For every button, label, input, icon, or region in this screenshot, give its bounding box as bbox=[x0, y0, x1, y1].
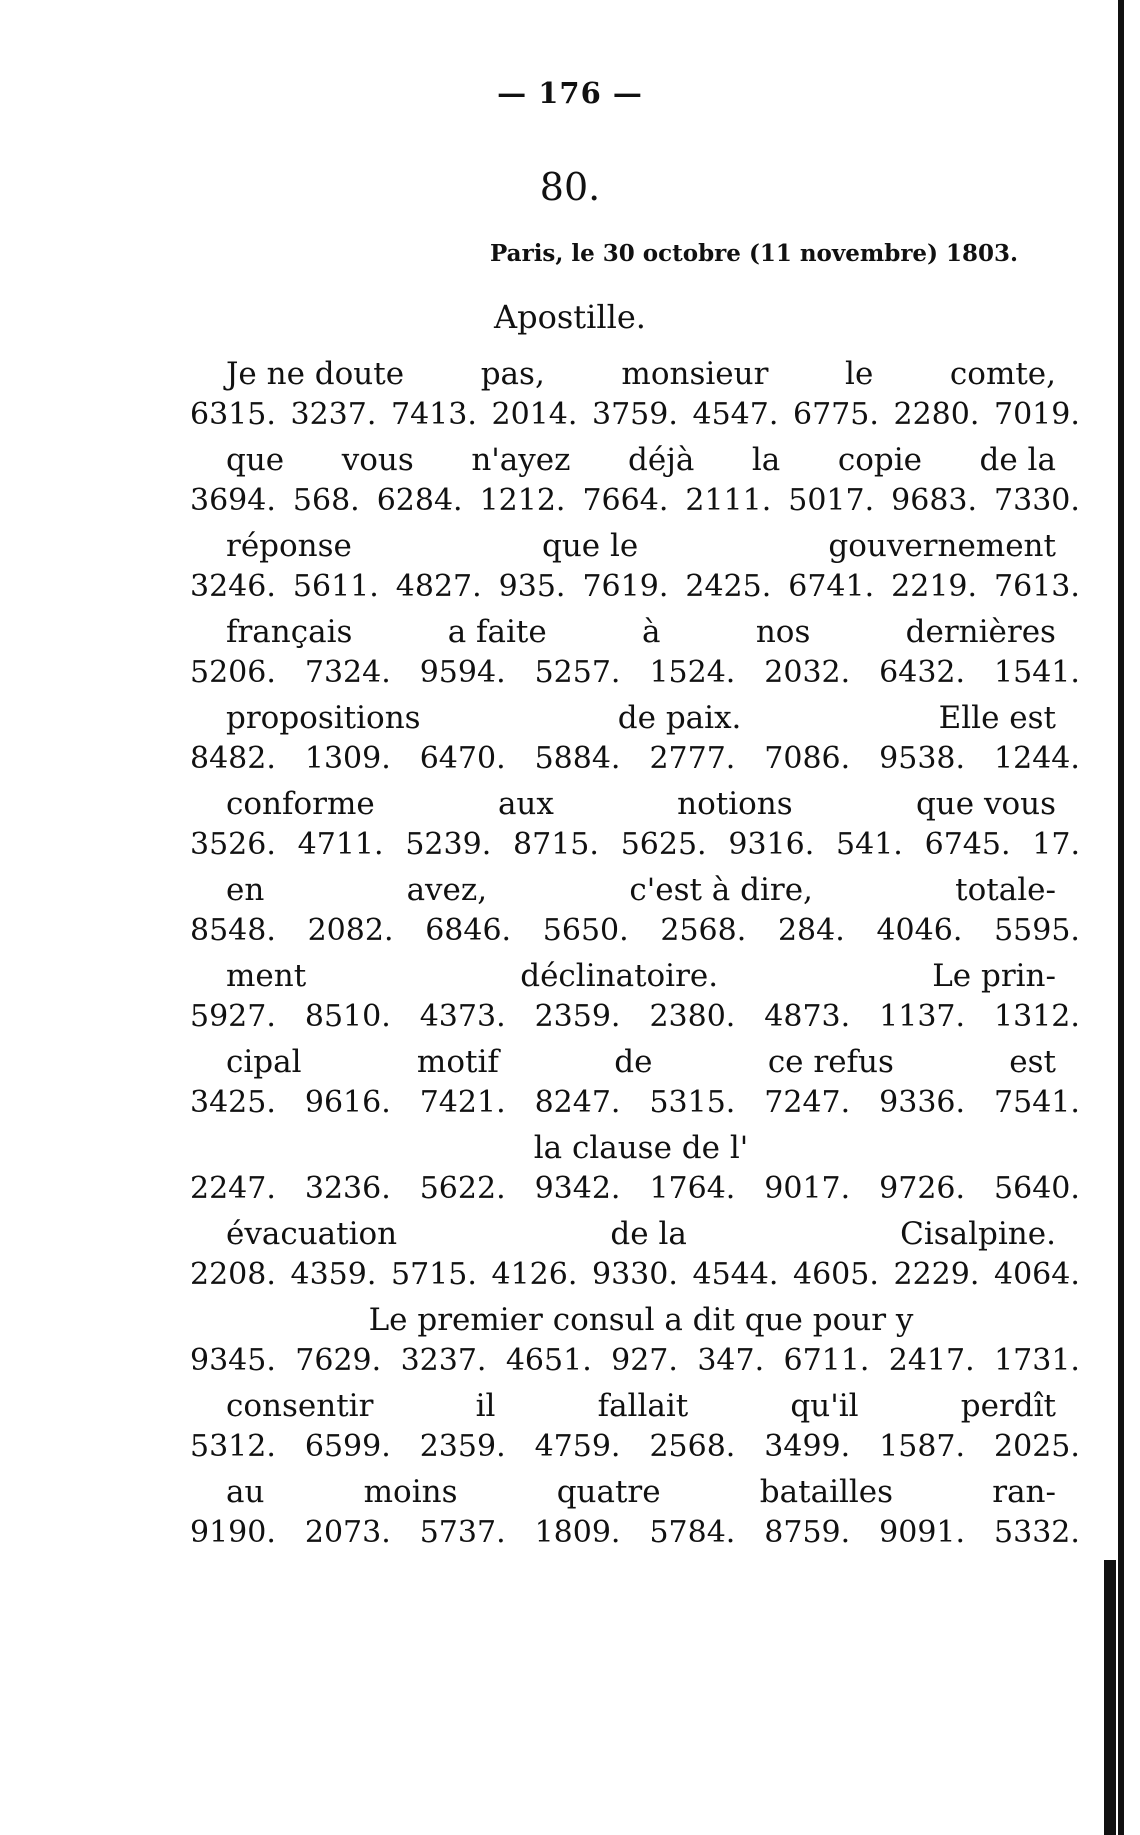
plaintext-word: ran- bbox=[992, 1474, 1056, 1510]
plaintext-word: motif bbox=[416, 1044, 499, 1080]
cipher-code-row bbox=[190, 738, 1080, 780]
cipher-code: 4547. bbox=[692, 397, 779, 432]
plaintext-word: que le bbox=[541, 528, 639, 564]
plaintext-word: gouvernement bbox=[828, 528, 1056, 564]
plaintext-row bbox=[190, 698, 1080, 738]
cipher-code: 1137. bbox=[879, 999, 966, 1034]
cipher-line bbox=[190, 1128, 1080, 1214]
cipher-line bbox=[190, 870, 1080, 956]
cipher-line bbox=[190, 612, 1080, 698]
cipher-code: 6599. bbox=[304, 1429, 391, 1464]
cipher-code: 9316. bbox=[728, 827, 815, 862]
plaintext-word: vous bbox=[341, 442, 414, 478]
cipher-code: 1309. bbox=[304, 741, 391, 776]
plaintext-word: à bbox=[642, 614, 661, 650]
plaintext-word: conforme bbox=[226, 786, 375, 822]
cipher-code: 3499. bbox=[764, 1429, 851, 1464]
cipher-code: 2111. bbox=[685, 483, 772, 518]
cipher-code: 1524. bbox=[649, 655, 736, 690]
cipher-code: 5884. bbox=[534, 741, 621, 776]
cipher-code-row bbox=[190, 1426, 1080, 1468]
cipher-code: 2359. bbox=[419, 1429, 506, 1464]
plaintext-word: il bbox=[475, 1388, 496, 1424]
cipher-code: 4544. bbox=[692, 1257, 779, 1292]
plaintext-word: Le premier consul a dit que pour y bbox=[368, 1302, 914, 1338]
cipher-code: 7247. bbox=[764, 1085, 851, 1120]
cipher-code: 7613. bbox=[994, 569, 1080, 604]
plaintext-word: dernières bbox=[905, 614, 1056, 650]
plaintext-word: copie bbox=[837, 442, 922, 478]
cipher-code: 5650. bbox=[542, 913, 629, 948]
plaintext-row bbox=[190, 1300, 1080, 1340]
cipher-code: 6846. bbox=[425, 913, 512, 948]
cipher-line bbox=[190, 1386, 1080, 1472]
cipher-code: 4605. bbox=[793, 1257, 879, 1292]
cipher-code-row bbox=[190, 566, 1080, 608]
cipher-code: 541. bbox=[836, 827, 903, 862]
plaintext-word: évacuation bbox=[226, 1216, 398, 1252]
cipher-code-row bbox=[190, 1168, 1080, 1210]
cipher-line bbox=[190, 1042, 1080, 1128]
plaintext-word: n'ayez bbox=[471, 442, 571, 478]
cipher-code: 4373. bbox=[419, 999, 506, 1034]
cipher-code: 1212. bbox=[479, 483, 566, 518]
cipher-code: 7086. bbox=[764, 741, 851, 776]
plaintext-word: consentir bbox=[226, 1388, 374, 1424]
plaintext-word: est bbox=[1009, 1044, 1056, 1080]
cipher-code: 5206. bbox=[190, 655, 276, 690]
plaintext-word: Je ne doute bbox=[226, 356, 405, 392]
cipher-code: 7541. bbox=[994, 1085, 1080, 1120]
cipher-code: 1244. bbox=[994, 741, 1080, 776]
cipher-code: 8759. bbox=[764, 1515, 851, 1550]
plaintext-word: fallait bbox=[597, 1388, 689, 1424]
cipher-code: 7413. bbox=[391, 397, 477, 432]
plaintext-word: a faite bbox=[447, 614, 547, 650]
cipher-code: 3759. bbox=[592, 397, 678, 432]
cipher-line bbox=[190, 784, 1080, 870]
plaintext-row bbox=[190, 1128, 1080, 1168]
plaintext-word: de la bbox=[610, 1216, 687, 1252]
plaintext-row bbox=[190, 1214, 1080, 1254]
cipher-code-row bbox=[190, 394, 1080, 436]
cipher-code: 7664. bbox=[582, 483, 669, 518]
cipher-code: 1809. bbox=[534, 1515, 621, 1550]
cipher-code: 3237. bbox=[290, 397, 377, 432]
cipher-code: 9330. bbox=[592, 1257, 678, 1292]
cipher-code: 7629. bbox=[295, 1343, 382, 1378]
cipher-code: 2359. bbox=[534, 999, 621, 1034]
plaintext-word: déclinatoire. bbox=[520, 958, 719, 994]
cipher-code: 6470. bbox=[419, 741, 506, 776]
cipher-code: 3526. bbox=[190, 827, 276, 862]
cipher-code: 4711. bbox=[297, 827, 384, 862]
plaintext-word: totale- bbox=[955, 872, 1056, 908]
cipher-code: 6432. bbox=[879, 655, 966, 690]
cipher-code: 9190. bbox=[190, 1515, 276, 1550]
plaintext-word: perdît bbox=[960, 1388, 1056, 1424]
cipher-line bbox=[190, 956, 1080, 1042]
page-number: — 176 — bbox=[497, 76, 643, 110]
cipher-code: 7619. bbox=[582, 569, 669, 604]
cipher-code: 2025. bbox=[994, 1429, 1080, 1464]
cipher-code: 5257. bbox=[534, 655, 621, 690]
cipher-code: 5715. bbox=[391, 1257, 477, 1292]
plaintext-word: propositions bbox=[226, 700, 421, 736]
cipher-code: 2568. bbox=[649, 1429, 736, 1464]
cipher-code: 6745. bbox=[924, 827, 1011, 862]
cipher-code: 9345. bbox=[190, 1343, 276, 1378]
cipher-code: 17. bbox=[1032, 827, 1080, 862]
plaintext-word: français bbox=[226, 614, 353, 650]
cipher-code: 9616. bbox=[304, 1085, 391, 1120]
cipher-code: 9017. bbox=[764, 1171, 851, 1206]
cipher-code: 4759. bbox=[534, 1429, 621, 1464]
plaintext-word: Cisalpine. bbox=[900, 1216, 1056, 1252]
cipher-code: 7421. bbox=[419, 1085, 506, 1120]
cipher-code: 2380. bbox=[649, 999, 736, 1034]
cipher-code: 6315. bbox=[190, 397, 276, 432]
plaintext-word: moins bbox=[363, 1474, 458, 1510]
plaintext-word: ce refus bbox=[767, 1044, 894, 1080]
cipher-code: 9683. bbox=[891, 483, 978, 518]
cipher-code: 2417. bbox=[888, 1343, 975, 1378]
cipher-line bbox=[190, 526, 1080, 612]
cipher-code: 5595. bbox=[994, 913, 1080, 948]
cipher-code-row bbox=[190, 996, 1080, 1038]
cipher-code: 6711. bbox=[783, 1343, 870, 1378]
cipher-code: 1541. bbox=[994, 655, 1080, 690]
cipher-code: 1764. bbox=[649, 1171, 736, 1206]
cipher-code: 9538. bbox=[879, 741, 966, 776]
plaintext-row bbox=[190, 870, 1080, 910]
plaintext-word: en bbox=[226, 872, 265, 908]
cipher-code: 2032. bbox=[764, 655, 851, 690]
letter-number: 80. bbox=[539, 165, 601, 209]
cipher-code: 1731. bbox=[994, 1343, 1080, 1378]
cipher-code: 8247. bbox=[534, 1085, 621, 1120]
plaintext-word: de bbox=[614, 1044, 653, 1080]
cipher-code-row bbox=[190, 1254, 1080, 1296]
cipher-code: 9091. bbox=[879, 1515, 966, 1550]
cipher-line bbox=[190, 1472, 1080, 1558]
cipher-code: 8510. bbox=[304, 999, 391, 1034]
plaintext-row bbox=[190, 354, 1080, 394]
cipher-code: 4873. bbox=[764, 999, 851, 1034]
cipher-code: 8482. bbox=[190, 741, 276, 776]
cipher-code: 927. bbox=[611, 1343, 678, 1378]
cipher-code: 4046. bbox=[876, 913, 963, 948]
cipher-code: 2073. bbox=[304, 1515, 391, 1550]
plaintext-word: déjà bbox=[628, 442, 695, 478]
cipher-code: 8715. bbox=[513, 827, 599, 862]
cipher-code-row bbox=[190, 910, 1080, 952]
cipher-code: 4651. bbox=[505, 1343, 592, 1378]
plaintext-row bbox=[190, 612, 1080, 652]
cipher-code: 1312. bbox=[994, 999, 1080, 1034]
plaintext-row bbox=[190, 440, 1080, 480]
cipher-code-row bbox=[190, 824, 1080, 866]
plaintext-word: Le prin- bbox=[932, 958, 1056, 994]
plaintext-word: pas, bbox=[480, 356, 545, 392]
cipher-line bbox=[190, 1214, 1080, 1300]
cipher-code: 2219. bbox=[891, 569, 978, 604]
cipher-code: 2208. bbox=[190, 1257, 276, 1292]
plaintext-word: monsieur bbox=[621, 356, 769, 392]
plaintext-word: le bbox=[845, 356, 874, 392]
plaintext-word: nos bbox=[755, 614, 811, 650]
cipher-code: 5622. bbox=[419, 1171, 506, 1206]
cipher-code: 5737. bbox=[419, 1515, 506, 1550]
plaintext-word: c'est à dire, bbox=[629, 872, 813, 908]
plaintext-word: comte, bbox=[949, 356, 1056, 392]
cipher-line bbox=[190, 354, 1080, 440]
plaintext-word: quatre bbox=[556, 1474, 661, 1510]
plaintext-word: Elle est bbox=[938, 700, 1056, 736]
cipher-line bbox=[190, 1300, 1080, 1386]
plaintext-word: au bbox=[226, 1474, 265, 1510]
cipher-code-row bbox=[190, 480, 1080, 522]
cipher-code: 4064. bbox=[994, 1257, 1080, 1292]
cipher-code-row bbox=[190, 1512, 1080, 1554]
cipher-code: 568. bbox=[292, 483, 360, 518]
cipher-code-row bbox=[190, 652, 1080, 694]
cipher-code: 2280. bbox=[893, 397, 980, 432]
cipher-code: 2777. bbox=[649, 741, 736, 776]
cipher-code: 5239. bbox=[405, 827, 492, 862]
cipher-code: 7019. bbox=[994, 397, 1080, 432]
cipher-code: 1587. bbox=[879, 1429, 966, 1464]
cipher-code: 3246. bbox=[190, 569, 276, 604]
plaintext-word: que bbox=[226, 442, 285, 478]
cipher-code: 4126. bbox=[491, 1257, 578, 1292]
cipher-code: 2082. bbox=[307, 913, 394, 948]
cipher-code: 2229. bbox=[893, 1257, 980, 1292]
cipher-code: 347. bbox=[697, 1343, 765, 1378]
plaintext-word: notions bbox=[677, 786, 793, 822]
plaintext-word: ment bbox=[226, 958, 307, 994]
cipher-code: 5611. bbox=[292, 569, 379, 604]
plaintext-row bbox=[190, 784, 1080, 824]
plaintext-word: que vous bbox=[915, 786, 1056, 822]
cipher-code: 5784. bbox=[649, 1515, 736, 1550]
cipher-code: 2568. bbox=[660, 913, 747, 948]
cipher-code: 2425. bbox=[685, 569, 772, 604]
scan-edge-mark bbox=[1118, 0, 1124, 1835]
cipher-code: 5927. bbox=[190, 999, 276, 1034]
cipher-code: 935. bbox=[498, 569, 566, 604]
plaintext-word: avez, bbox=[406, 872, 488, 908]
cipher-code: 7324. bbox=[304, 655, 391, 690]
plaintext-word: de paix. bbox=[617, 700, 742, 736]
cipher-code: 5640. bbox=[994, 1171, 1080, 1206]
cipher-code: 4359. bbox=[290, 1257, 377, 1292]
plaintext-word: aux bbox=[497, 786, 554, 822]
plaintext-row bbox=[190, 1042, 1080, 1082]
dateline: Paris, le 30 octobre (11 novembre) 1803. bbox=[490, 240, 1018, 267]
plaintext-word: qu'il bbox=[790, 1388, 859, 1424]
cipher-code: 9336. bbox=[879, 1085, 966, 1120]
cipher-code: 5312. bbox=[190, 1429, 276, 1464]
cipher-code: 9342. bbox=[534, 1171, 621, 1206]
cipher-code-row bbox=[190, 1340, 1080, 1382]
cipher-code: 9594. bbox=[419, 655, 506, 690]
cipher-code: 3694. bbox=[190, 483, 276, 518]
plaintext-word: la clause de l' bbox=[533, 1130, 749, 1166]
cipher-code: 2247. bbox=[190, 1171, 276, 1206]
cipher-line bbox=[190, 440, 1080, 526]
cipher-code: 6741. bbox=[788, 569, 875, 604]
cipher-code: 284. bbox=[777, 913, 845, 948]
plaintext-row bbox=[190, 1472, 1080, 1512]
cipher-block bbox=[190, 354, 1080, 1558]
plaintext-row bbox=[190, 956, 1080, 996]
scan-edge-mark bbox=[1104, 1560, 1116, 1835]
cipher-code: 3236. bbox=[304, 1171, 391, 1206]
plaintext-row bbox=[190, 1386, 1080, 1426]
cipher-code: 8548. bbox=[190, 913, 276, 948]
cipher-code: 4827. bbox=[395, 569, 482, 604]
cipher-code: 5017. bbox=[788, 483, 875, 518]
cipher-line bbox=[190, 698, 1080, 784]
cipher-code: 7330. bbox=[994, 483, 1080, 518]
cipher-code: 3237. bbox=[400, 1343, 487, 1378]
cipher-code: 5315. bbox=[649, 1085, 736, 1120]
cipher-code: 6775. bbox=[793, 397, 879, 432]
plaintext-word: cipal bbox=[226, 1044, 302, 1080]
heading: Apostille. bbox=[494, 298, 646, 336]
plaintext-word: batailles bbox=[759, 1474, 894, 1510]
plaintext-row bbox=[190, 526, 1080, 566]
cipher-code-row bbox=[190, 1082, 1080, 1124]
cipher-code: 9726. bbox=[879, 1171, 966, 1206]
cipher-code: 5625. bbox=[620, 827, 707, 862]
plaintext-word: réponse bbox=[226, 528, 352, 564]
cipher-code: 5332. bbox=[994, 1515, 1080, 1550]
cipher-code: 2014. bbox=[491, 397, 578, 432]
cipher-code: 3425. bbox=[190, 1085, 276, 1120]
plaintext-word: la bbox=[751, 442, 781, 478]
cipher-code: 6284. bbox=[376, 483, 463, 518]
plaintext-word: de la bbox=[979, 442, 1056, 478]
